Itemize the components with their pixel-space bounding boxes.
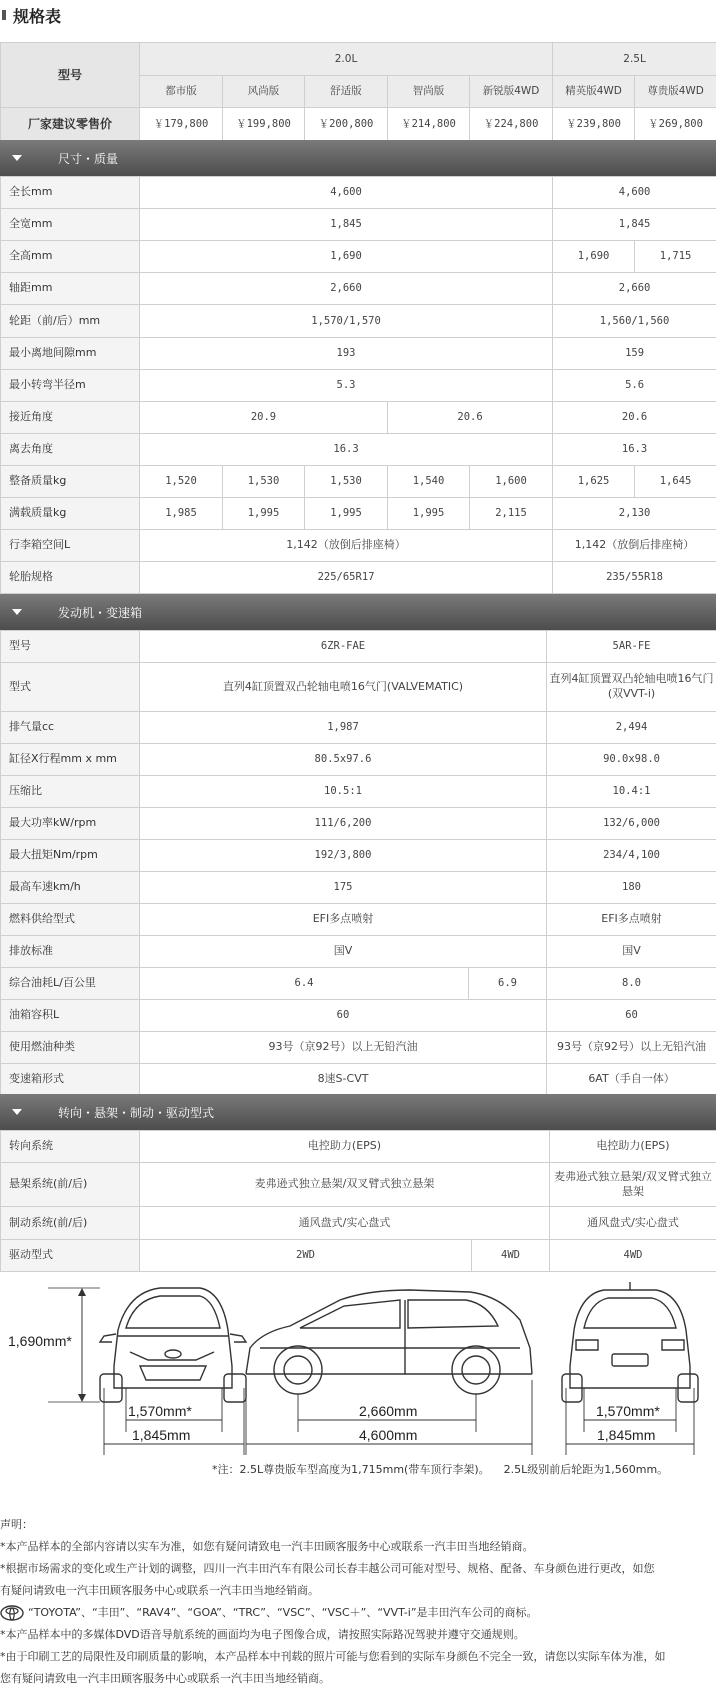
value-cell: 192/3,800: [140, 840, 547, 872]
value-cell: 1,560/1,560: [553, 305, 716, 338]
declaration-line: *根据市场需求的变化或生产计划的调整，四川一汽丰田汽车有限公司长春丰越公司可能对型号、规格、配备、车身颜色进行更改，如您: [0, 1562, 655, 1575]
trademark-line: [0, 1602, 716, 1624]
height-dimension: 1,690mm*: [8, 1333, 72, 1349]
value-cell: 1,530: [223, 466, 305, 498]
value-cell: 6ZR-FAE: [140, 631, 547, 663]
declaration-line: “TOYOTA”、“丰田”、“RAV4”、“GOA”、“TRC”、“VSC”、“VSC＋”、“VVT-i”是丰田汽车公司的商标。: [28, 1606, 538, 1619]
row-label: 转向系统: [1, 1131, 140, 1163]
row-label: 离去角度: [1, 434, 140, 466]
value-cell: 1,142（放倒后排座椅）: [140, 530, 553, 562]
page-title-bar: [0, 0, 716, 30]
row-label: 轮胎规格: [1, 562, 140, 594]
trim-header: 尊贵版4WD: [635, 76, 716, 108]
row-label: 全高mm: [1, 241, 140, 273]
row-label: 压缩比: [1, 776, 140, 808]
value-cell: 电控助力(EPS): [140, 1131, 550, 1163]
trim-header: 风尚版: [223, 76, 305, 108]
declaration-block: [0, 1514, 716, 1690]
trim-header: 新锐版4WD: [470, 76, 553, 108]
row-label: 接近角度: [1, 402, 140, 434]
price-cell: ￥179,800: [140, 108, 223, 142]
rear-width-dimension: 1,845mm: [597, 1427, 656, 1443]
row-label: 制动系统(前/后): [1, 1207, 140, 1240]
value-cell: 国Ⅴ: [547, 936, 716, 968]
value-cell: 电控助力(EPS): [550, 1131, 716, 1163]
value-cell: 225/65R17: [140, 562, 553, 594]
value-cell: 直列4缸顶置双凸轮轴电喷16气门(双VVT-i): [547, 663, 716, 712]
value-cell: 6AT（手自一体）: [547, 1064, 716, 1096]
value-cell: 8.0: [547, 968, 716, 1000]
value-cell: 20.6: [553, 402, 716, 434]
dimension-diagram: [0, 1270, 716, 1485]
value-cell: 60: [547, 1000, 716, 1032]
value-cell: 132/6,000: [547, 808, 716, 840]
trim-header: 舒适版: [305, 76, 388, 108]
value-cell: 8速S-CVT: [140, 1064, 547, 1096]
value-cell: 10.5:1: [140, 776, 547, 808]
value-cell: 1,625: [553, 466, 635, 498]
price-header: 厂家建议零售价: [1, 108, 140, 142]
row-label: 全宽mm: [1, 209, 140, 241]
car-outline-drawing: [0, 1270, 716, 1485]
front-view-car: [100, 1288, 246, 1402]
row-label: 最高车速km/h: [1, 872, 140, 904]
row-label: 全长mm: [1, 177, 140, 209]
value-cell: 麦弗逊式独立悬架/双叉臂式独立悬架: [140, 1163, 550, 1207]
value-cell: 国Ⅴ: [140, 936, 547, 968]
row-label: 驱动型式: [1, 1240, 140, 1272]
value-cell: 通风盘式/实心盘式: [550, 1207, 716, 1240]
price-cell: ￥200,800: [305, 108, 388, 142]
value-cell: 2,130: [553, 498, 716, 530]
value-cell: 4,600: [553, 177, 716, 209]
model-header: 型号: [1, 43, 140, 108]
value-cell: 2,494: [547, 712, 716, 744]
value-cell: 111/6,200: [140, 808, 547, 840]
spec-header-table: [0, 42, 716, 142]
chassis-table: [0, 1130, 716, 1272]
value-cell: 1,995: [305, 498, 388, 530]
price-cell: ￥269,800: [635, 108, 716, 142]
value-cell: EFI多点喷射: [140, 904, 547, 936]
row-label: 行李箱空间L: [1, 530, 140, 562]
triangle-down-icon: [12, 1109, 22, 1115]
value-cell: 1,845: [140, 209, 553, 241]
value-cell: 5.3: [140, 370, 553, 402]
row-label: 悬架系统(前/后): [1, 1163, 140, 1207]
front-track-dimension: 1,570mm*: [128, 1403, 192, 1419]
value-cell: 235/55R18: [553, 562, 716, 594]
section-chassis-toggle[interactable]: [0, 1094, 716, 1130]
row-label: 油箱容积L: [1, 1000, 140, 1032]
value-cell: 2,660: [553, 273, 716, 305]
value-cell: 16.3: [553, 434, 716, 466]
value-cell: 1,142（放倒后排座椅）: [553, 530, 716, 562]
row-label: 排气量cc: [1, 712, 140, 744]
row-label: 最大扭矩Nm/rpm: [1, 840, 140, 872]
value-cell: 4WD: [550, 1240, 716, 1272]
value-cell: 1,540: [388, 466, 470, 498]
diagram-footnote: *注：2.5L尊贵版车型高度为1,715mm(带车顶行李架)。 2.5L级别前后轮距为1,560mm。: [212, 1463, 669, 1476]
front-width-dimension: 1,845mm: [132, 1427, 191, 1443]
value-cell: 1,845: [553, 209, 716, 241]
trim-header: 智尚版: [388, 76, 470, 108]
value-cell: 159: [553, 338, 716, 370]
value-cell: 93号（京92号）以上无铅汽油: [547, 1032, 716, 1064]
value-cell: 16.3: [140, 434, 553, 466]
value-cell: 麦弗逊式独立悬架/双叉臂式独立悬架: [550, 1163, 716, 1207]
row-label: 排放标准: [1, 936, 140, 968]
row-label: 满载质量kg: [1, 498, 140, 530]
row-label: 缸径X行程mm x mm: [1, 744, 140, 776]
value-cell: 1,715: [635, 241, 716, 273]
value-cell: 193: [140, 338, 553, 370]
row-label: 型式: [1, 663, 140, 712]
value-cell: 20.6: [388, 402, 553, 434]
price-cell: ￥214,800: [388, 108, 470, 142]
row-label: 型号: [1, 631, 140, 663]
rear-view-car: [562, 1282, 698, 1402]
triangle-down-icon: [12, 155, 22, 161]
value-cell: 80.5x97.6: [140, 744, 547, 776]
declaration-line: *本产品样本中的多媒体DVD语音导航系统的画面均为电子图像合成，请按照实际路况驾驶并遵守交通规则。: [0, 1628, 525, 1641]
value-cell: 180: [547, 872, 716, 904]
value-cell: 1,987: [140, 712, 547, 744]
row-label: 最小转弯半径m: [1, 370, 140, 402]
section-engine-title: 发动机・变速箱: [58, 606, 143, 620]
value-cell: 直列4缸顶置双凸轮轴电喷16气门(VALVEMATIC): [140, 663, 547, 712]
rear-track-dimension: 1,570mm*: [596, 1403, 660, 1419]
value-cell: 234/4,100: [547, 840, 716, 872]
section-engine-toggle[interactable]: [0, 594, 716, 630]
declaration-line: 有疑问请致电一汽丰田顾客服务中心或联系一汽丰田当地经销商。: [0, 1584, 319, 1597]
row-label: 最小离地间隙mm: [1, 338, 140, 370]
row-label: 轮距（前/后）mm: [1, 305, 140, 338]
engine-table: [0, 630, 716, 1096]
row-label: 使用燃油种类: [1, 1032, 140, 1064]
declaration-heading: 声明：: [0, 1518, 33, 1531]
row-label: 整备质量kg: [1, 466, 140, 498]
wheelbase-dimension: 2,660mm: [359, 1403, 418, 1419]
value-cell: 1,995: [388, 498, 470, 530]
section-size-toggle[interactable]: [0, 140, 716, 176]
section-chassis-title: 转向・悬架・制动・驱动型式: [58, 1106, 215, 1120]
trim-header: 精英版4WD: [553, 76, 635, 108]
page-title: 规格表: [13, 7, 62, 26]
size-table: [0, 176, 716, 594]
row-label: 最大功率kW/rpm: [1, 808, 140, 840]
value-cell: 1,995: [223, 498, 305, 530]
value-cell: 1,690: [553, 241, 635, 273]
value-cell: 60: [140, 1000, 547, 1032]
value-cell: 1,690: [140, 241, 553, 273]
value-cell: 2WD: [140, 1240, 472, 1272]
group-2-5l: 2.5L: [553, 43, 716, 76]
value-cell: 通风盘式/实心盘式: [140, 1207, 550, 1240]
row-label: 燃料供给型式: [1, 904, 140, 936]
value-cell: 6.9: [469, 968, 547, 1000]
triangle-down-icon: [12, 609, 22, 615]
value-cell: 4WD: [472, 1240, 550, 1272]
trim-header: 都市版: [140, 76, 223, 108]
declaration-line: 您有疑问请致电一汽丰田顾客服务中心或联系一汽丰田当地经销商。: [0, 1672, 330, 1685]
row-label: 轴距mm: [1, 273, 140, 305]
price-cell: ￥239,800: [553, 108, 635, 142]
group-2-0l: 2.0L: [140, 43, 553, 76]
toyota-logo-icon: [0, 1605, 24, 1621]
value-cell: 6.4: [140, 968, 469, 1000]
price-cell: ￥199,800: [223, 108, 305, 142]
declaration-line: *本产品样本的全部内容请以实车为准，如您有疑问请致电一汽丰田顾客服务中心或联系一汽丰田当地经销商。: [0, 1540, 534, 1553]
value-cell: 93号（京92号）以上无铅汽油: [140, 1032, 547, 1064]
title-bullet-icon: [2, 10, 6, 20]
value-cell: 1,600: [470, 466, 553, 498]
length-dimension: 4,600mm: [359, 1427, 418, 1443]
value-cell: 1,530: [305, 466, 388, 498]
row-label: 变速箱形式: [1, 1064, 140, 1096]
value-cell: 5AR-FE: [547, 631, 716, 663]
section-size-title: 尺寸・质量: [58, 152, 119, 166]
value-cell: 20.9: [140, 402, 388, 434]
value-cell: 10.4:1: [547, 776, 716, 808]
value-cell: 1,645: [635, 466, 716, 498]
value-cell: 2,660: [140, 273, 553, 305]
value-cell: 1,570/1,570: [140, 305, 553, 338]
value-cell: 1,520: [140, 466, 223, 498]
value-cell: EFI多点喷射: [547, 904, 716, 936]
row-label: 综合油耗L/百公里: [1, 968, 140, 1000]
value-cell: 4,600: [140, 177, 553, 209]
side-view-car: [246, 1290, 532, 1394]
value-cell: 5.6: [553, 370, 716, 402]
value-cell: 90.0x98.0: [547, 744, 716, 776]
declaration-line: *由于印刷工艺的局限性及印刷质量的影响，本产品样本中刊载的照片可能与您看到的实际车身颜色不完全一致，请您以实际车体为准，如: [0, 1650, 666, 1663]
value-cell: 1,985: [140, 498, 223, 530]
value-cell: 2,115: [470, 498, 553, 530]
value-cell: 175: [140, 872, 547, 904]
price-cell: ￥224,800: [470, 108, 553, 142]
